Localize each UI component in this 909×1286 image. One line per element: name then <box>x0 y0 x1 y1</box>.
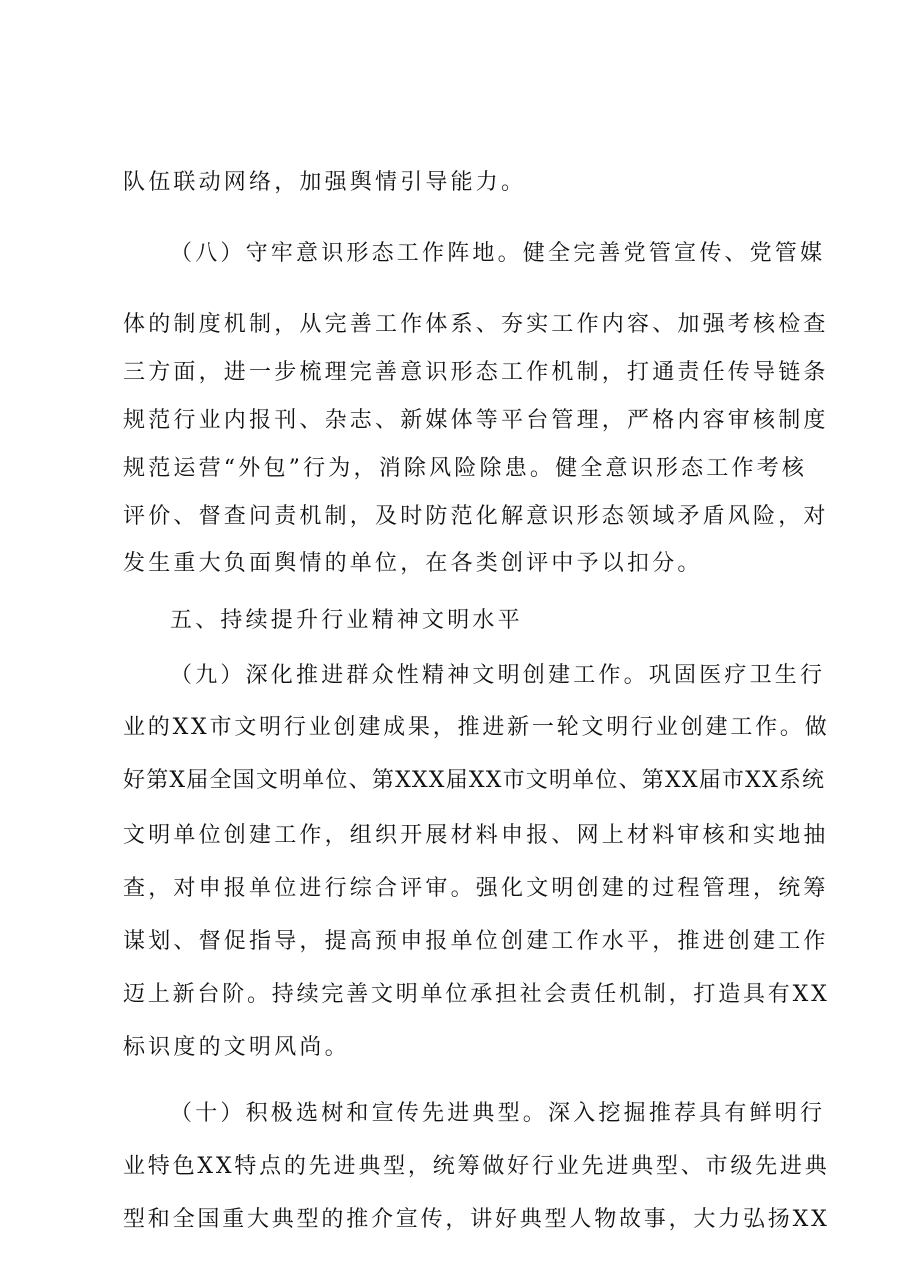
text-line: 评价、督查问责机制，及时防范化解意识形态领域矛盾风险，对 <box>123 504 829 529</box>
text-line: 业特色XX特点的先进典型，统筹做好行业先进典型、市级先进典 <box>123 1154 830 1179</box>
paragraph-heading-10: （十）积极选树和宣传先进典型。深入挖掘推荐具有鲜明行 <box>170 1101 826 1126</box>
paragraph-heading-9: （九）深化推进群众性精神文明创建工作。巩固医疗卫生行 <box>170 663 826 688</box>
text-line: 好第X届全国文明单位、第XXX届XX市文明单位、第XX届市XX系统 <box>123 768 826 793</box>
text-line: 查，对申报单位进行综合评审。强化文明创建的过程管理，统筹 <box>123 876 829 901</box>
text-line: 规范运营“外包”行为，消除风险除患。健全意识形态工作考核 <box>123 456 808 481</box>
text-line: 队伍联动网络，加强舆情引导能力。 <box>123 170 527 195</box>
text-line: 三方面，进一步梳理完善意识形态工作机制，打通责任传导链条 <box>123 360 829 385</box>
text-line: 迈上新台阶。持续完善文明单位承担社会责任机制，打造具有XX <box>123 982 830 1007</box>
text-line: 型和全国重大典型的推介宣传，讲好典型人物故事，大力弘扬XX <box>123 1207 830 1232</box>
paragraph-heading-8: （八）守牢意识形态工作阵地。健全完善党管宣传、党管媒 <box>170 241 826 266</box>
section-heading-5: 五、持续提升行业精神文明水平 <box>170 608 523 633</box>
text-line: 规范行业内报刊、杂志、新媒体等平台管理，严格内容审核制度 <box>123 408 829 433</box>
text-line: 体的制度机制，从完善工作体系、夯实工作内容、加强考核检查 <box>123 312 829 337</box>
text-line: 文明单位创建工作，组织开展材料申报、网上材料审核和实地抽 <box>123 823 829 848</box>
text-line: 标识度的文明风尚。 <box>123 1035 350 1060</box>
text-line: 谋划、督促指导，提高预申报单位创建工作水平，推进创建工作 <box>123 929 829 954</box>
text-line: 业的XX市文明行业创建成果，推进新一轮文明行业创建工作。做 <box>123 715 830 740</box>
text-line: 发生重大负面舆情的单位，在各类创评中予以扣分。 <box>123 551 703 576</box>
